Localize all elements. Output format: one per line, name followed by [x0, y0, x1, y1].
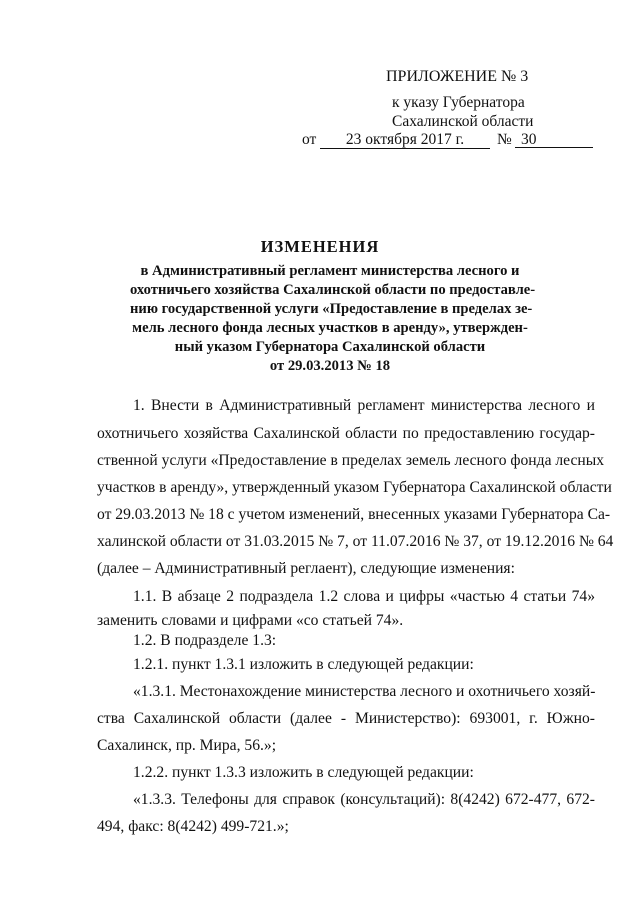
- date-prefix: от: [302, 131, 317, 148]
- paragraph-1-line: от 29.03.2013 № 18 с учетом изменений, внесенных указами Губернатора Са-: [97, 506, 611, 523]
- paragraph-1-line: ственной услуги «Предоставление в пределах земель лесного фонда лесных: [97, 452, 605, 469]
- paragraph-1-line: халинской области от 31.03.2015 № 7, от 11.07.2016 № 37, от 19.12.2016 № 64: [97, 533, 614, 550]
- appendix-label: ПРИЛОЖЕНИЕ № 3: [386, 68, 529, 85]
- clause-1-3-1-line: ства Сахалинской области (далее - Министерство): 693001, г. Южно-: [97, 710, 595, 727]
- clause-1-3-3-line: «1.3.3. Телефоны для справок (консультаций): 8(4242) 672-477, 672-: [133, 791, 595, 808]
- clause-1-1-line: 1.1. В абзаце 2 подраздела 1.2 слова и цифры «частью 4 статьи 74»: [133, 588, 595, 605]
- subtitle-line: нию государственной услуги «Предоставление в пределах зе-: [130, 301, 533, 317]
- decree-date: 23 октября 2017 г.: [320, 131, 490, 149]
- paragraph-1-line: участков в аренду», утвержденный указом Губернатора Сахалинской области: [97, 479, 612, 496]
- document-title: ИЗМЕНЕНИЯ: [260, 237, 380, 256]
- clause-1-1-line: заменить словами и цифрами «со статьей 74».: [97, 612, 404, 629]
- subtitle-line: от 29.03.2013 № 18: [269, 358, 391, 374]
- decree-number: 30: [515, 131, 593, 148]
- subtitle-line: охотничьего хозяйства Сахалинской области по предоставле-: [130, 282, 536, 298]
- subtitle-line: ный указом Губернатора Сахалинской области: [174, 339, 486, 355]
- number-prefix: №: [497, 131, 512, 148]
- clause-1-3-1-line: «1.3.1. Местонахождение министерства лесного и охотничьего хозяй-: [133, 683, 596, 700]
- clause-1-2: 1.2. В подразделе 1.3:: [133, 632, 277, 649]
- clause-1-2-1: 1.2.1. пункт 1.3.1 изложить в следующей редакции:: [133, 656, 474, 673]
- document-subtitle: [130, 262, 536, 376]
- clause-1-2-2: 1.2.2. пункт 1.3.3 изложить в следующей редакции:: [133, 764, 474, 781]
- decree-reference: к указу Губернатора: [392, 94, 525, 111]
- paragraph-1-line: 1. Внести в Административный регламент министерства лесного и: [133, 397, 595, 414]
- subtitle-line: мель лесного фонда лесных участков в аренду», утвержден-: [132, 320, 528, 336]
- region-name: Сахалинской области: [392, 113, 534, 130]
- clause-1-3-3-line: 494, факс: 8(4242) 499-721.»;: [97, 818, 289, 835]
- paragraph-1-line: (далее – Административный реглаент), следующие изменения:: [97, 560, 515, 577]
- clause-1-3-1-line: Сахалинск, пр. Мира, 56.»;: [97, 737, 277, 754]
- paragraph-1-line: охотничьего хозяйства Сахалинской области по предоставлению государ-: [97, 425, 595, 442]
- subtitle-line: в Административный регламент министерства лесного и: [140, 263, 520, 279]
